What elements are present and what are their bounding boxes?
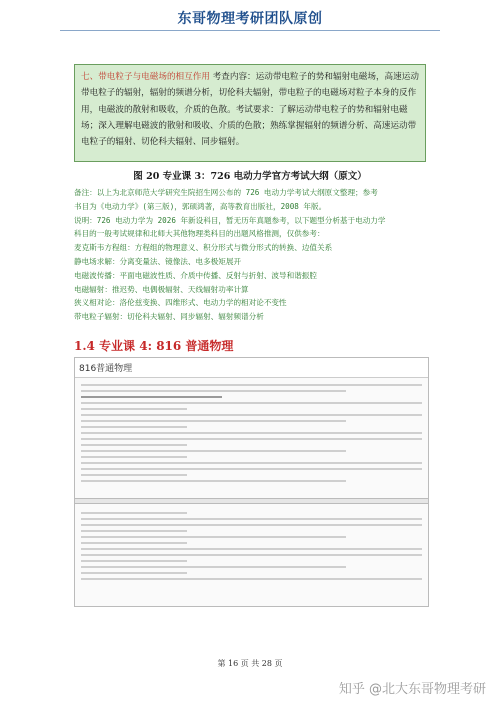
note-line: 带电粒子辐射：切伦科夫辐射、同步辐射、辐射频谱分析 xyxy=(74,312,264,322)
note-line: 麦克斯韦方程组：方程组的物理意义、积分形式与微分形式的转换、边值关系 xyxy=(74,243,333,253)
scan-divider xyxy=(75,498,428,504)
note-line: 狭义相对论：洛伦兹变换、四维形式、电动力学的相对论不变性 xyxy=(74,298,287,308)
figure-caption: 图 20 专业课 3：726 电动力学官方考试大纲（原文） xyxy=(133,171,367,182)
scan-title: 816普通物理 xyxy=(75,358,428,378)
note-line: 电磁辐射：推迟势、电偶极辐射、天线辐射功率计算 xyxy=(74,284,249,294)
syllabus-box xyxy=(74,64,426,162)
note-line: 电磁波传播：平面电磁波性质、介质中传播、反射与折射、波导和谐振腔 xyxy=(74,270,317,280)
scan-lower-text xyxy=(75,508,428,584)
page-header-title: 东哥物理考研团队原创 xyxy=(177,11,323,27)
syllabus-scan-image xyxy=(74,357,429,607)
syllabus-box-heading: 七、带电粒子与电磁场的相互作用 xyxy=(81,72,210,82)
note-line: 科目的一般考试规律和北师大其他物理类科目的出题风格推测，仅供参考： xyxy=(74,229,325,239)
scan-upper-text xyxy=(75,380,428,486)
watermark: 知乎 @北大东哥物理考研 xyxy=(338,682,486,697)
note-line: 备注：以上为北京师范大学研究生院招生网公布的 726 电动力学考试大纲原文整理；参考 xyxy=(74,188,378,197)
notes-block xyxy=(74,186,430,324)
header-rule xyxy=(60,30,440,31)
syllabus-box-body: 考查内容：运动带电粒子的势和辐射电磁场，高速运动带电粒子的辐射，辐射的频谱分析，切伦科夫辐射，带电粒子的电磁场对粒子本身的反作用，电磁波的散射和吸收，介质的色散。考试要求：了解运动带电粒子的势和辐射电磁场；深入理解电磁波的散射和吸收、介质的色散；熟练掌握辐射的频谱分析、高速运动带电粒子的辐射、切伦科夫辐射、同步辐射。 xyxy=(81,72,419,148)
section-title: 1.4 专业课 4: 816 普通物理 xyxy=(74,339,234,353)
page-number: 第 16 页 共 28 页 xyxy=(217,659,283,668)
note-line: 书目为《电动力学》(第三版)，郭硕鸿著，高等教育出版社，2008 年版。 xyxy=(74,201,327,211)
note-line: 说明：726 电动力学为 2026 年新设科目，暂无历年真题参考，以下题型分析基于电动力学 xyxy=(74,215,386,225)
note-line: 静电场求解：分离变量法、镜像法、电多极矩展开 xyxy=(74,256,242,266)
